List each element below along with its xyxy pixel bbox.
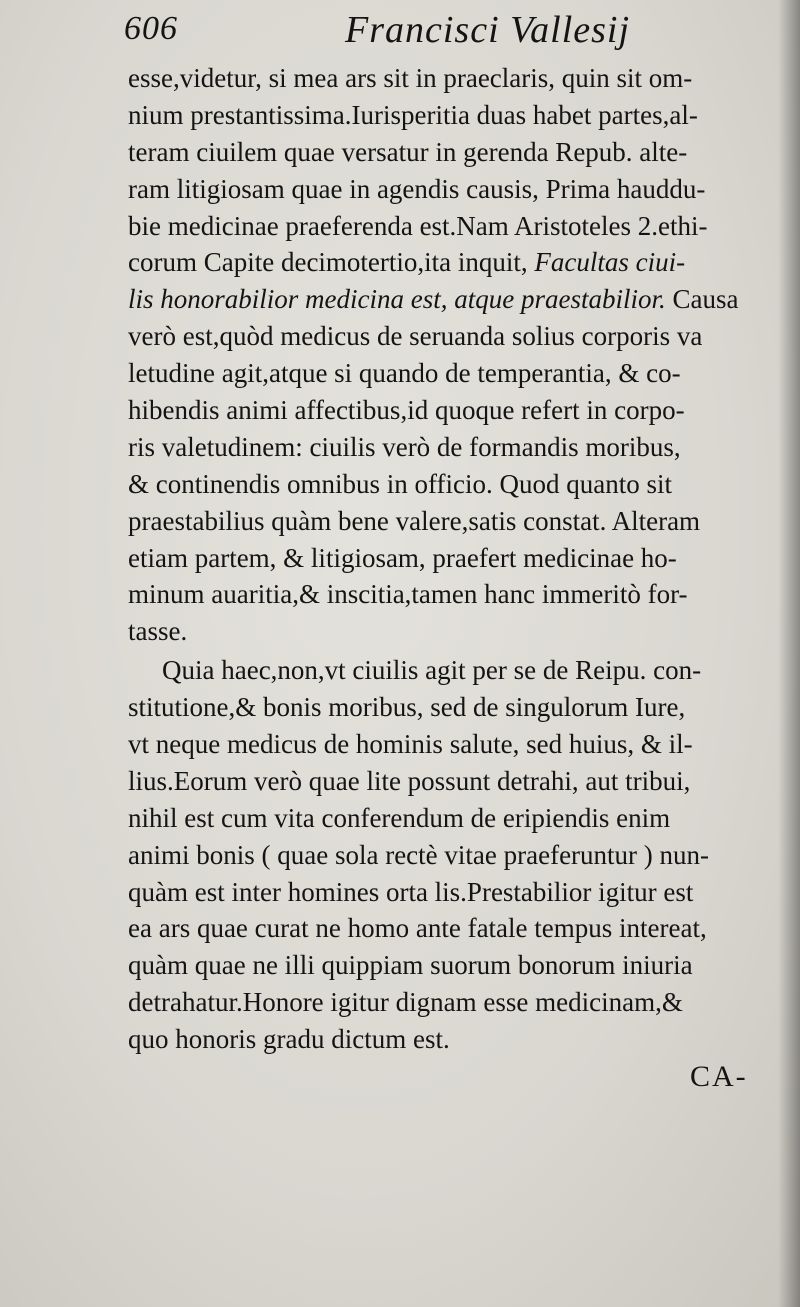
text-line: teram ciuilem quae versatur in gerenda Repub. alte- [128, 136, 688, 167]
page-header [0, 6, 800, 56]
text-line: vt neque medicus de hominis salute, sed huius, & il- [128, 729, 693, 760]
text-line: detrahatur.Honore igitur dignam esse medicinam,& [128, 987, 683, 1018]
text-fragment: Causa [672, 284, 739, 315]
text-line: stitutione,& bonis moribus, sed de singulorum Iure, [128, 692, 686, 723]
text-line: quàm quae ne illi quippiam suorum bonorum iniuria [128, 950, 693, 981]
text-line: minum auaritia,& inscitia,tamen hanc immeritò for- [128, 579, 688, 610]
text-line: ram litigiosam quae in agendis causis, Prima hauddu- [128, 173, 706, 204]
text-line: hibendis animi affectibus,id quoque refert in corpo- [128, 395, 685, 426]
text-line: quo honoris gradu dictum est. [128, 1024, 450, 1055]
text-line: & continendis omnibus in officio. Quod quanto sit [128, 468, 672, 499]
italic-quote: lis honorabilior medicina est, atque praestabilior. [128, 284, 666, 315]
text-fragment: corum Capite decimotertio,ita inquit, [128, 247, 528, 278]
italic-quote: Facultas ciui- [534, 247, 686, 278]
page-edge-shadow [778, 0, 800, 1307]
text-line: Quia haec,non,vt ciuilis agit per se de Reipu. con- [162, 655, 702, 686]
text-line [128, 281, 768, 318]
text-line: nium prestantissima.Iurisperitia duas habet partes,al- [128, 99, 698, 130]
catchword: CA- [690, 1060, 748, 1093]
text-line: quàm est inter homines orta lis.Prestabilior igitur est [128, 876, 694, 907]
text-line: letudine agit,atque si quando de temperantia, & co- [128, 358, 681, 389]
running-title: Francisci Vallesij [345, 9, 631, 51]
text-line: bie medicinae praeferenda est.Nam Aristoteles 2.ethi- [128, 210, 708, 241]
text-line: praestabilius quàm bene valere,satis constat. Alteram [128, 505, 701, 536]
page-number: 606 [124, 10, 178, 47]
text-line: lius.Eorum verò quae lite possunt detrahi, aut tribui, [128, 765, 691, 796]
text-line: esse,videtur, si mea ars sit in praeclaris, quin sit om- [128, 63, 693, 93]
text-line: etiam partem, & litigiosam, praefert medicinae ho- [128, 542, 677, 573]
text-line: tasse. [128, 616, 188, 647]
text-line: ris valetudinem: ciuilis verò de formandis moribus, [128, 431, 681, 462]
text-line: animi bonis ( quae sola rectè vitae praeferuntur ) nun- [128, 839, 710, 870]
text-line [128, 244, 768, 281]
text-line: nihil est cum vita conferendum de eripiendis enim [128, 802, 671, 833]
text-line: verò est,quòd medicus de seruanda solius corporis va [128, 321, 703, 352]
text-line: ea ars quae curat ne homo ante fatale tempus intereat, [128, 913, 707, 944]
body-text [128, 60, 768, 1058]
